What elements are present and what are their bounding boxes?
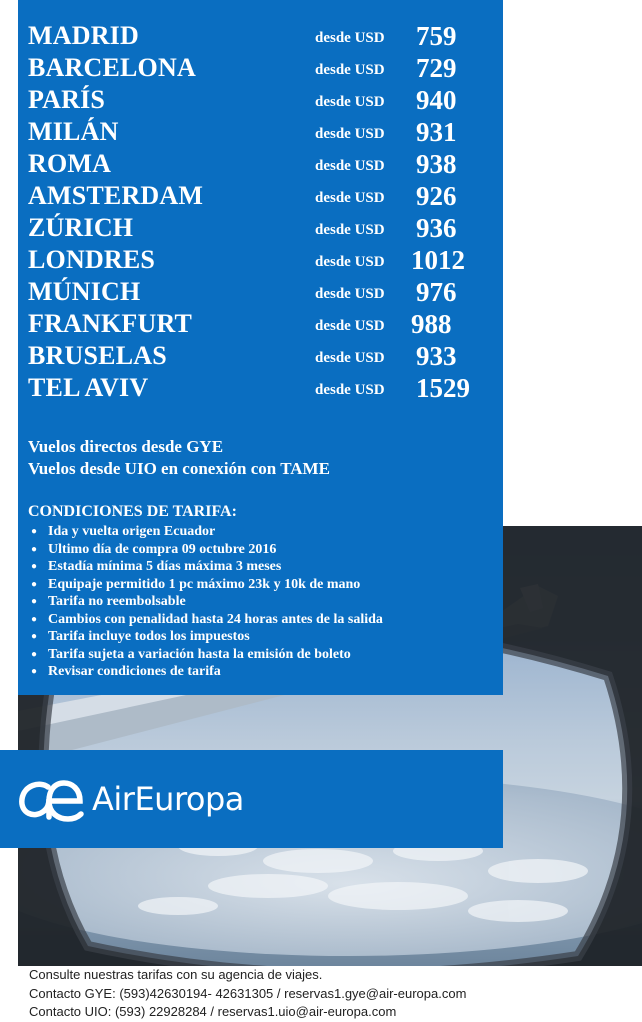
condition-item: ● Estadía mínima 5 días máxima 3 meses bbox=[28, 558, 383, 576]
condition-item: ● Cambios con penalidad hasta 24 horas antes de la salida bbox=[28, 611, 383, 629]
destination-price: 936 bbox=[416, 213, 457, 243]
destination-city: ROMA bbox=[28, 149, 112, 178]
footer-agency-note: Consulte nuestras tarifas con su agencia de viajes. bbox=[29, 967, 323, 982]
conditions-list bbox=[28, 523, 383, 681]
destination-row bbox=[28, 341, 498, 373]
destination-price: 938 bbox=[416, 149, 457, 179]
destination-city: PARÍS bbox=[28, 85, 106, 114]
route-line-direct: Vuelos directos desde GYE bbox=[28, 437, 224, 456]
aireuropa-logo-icon bbox=[18, 777, 86, 823]
condition-item: ● Ultimo día de compra 09 octubre 2016 bbox=[28, 541, 383, 559]
destination-price: 940 bbox=[416, 85, 457, 115]
destination-price: 1012 bbox=[411, 245, 465, 275]
destination-city: MÚNICH bbox=[28, 277, 141, 306]
destination-city: BRUSELAS bbox=[28, 341, 167, 370]
condition-item: ● Ida y vuelta origen Ecuador bbox=[28, 523, 383, 541]
destination-row bbox=[28, 373, 498, 405]
condition-item: ● Revisar condiciones de tarifa bbox=[28, 663, 383, 681]
price-prefix: desde USD bbox=[315, 190, 385, 206]
bullet-icon: ● bbox=[31, 526, 38, 537]
brand-name: AirEuropa bbox=[92, 780, 244, 818]
destination-city: MILÁN bbox=[28, 117, 119, 146]
destination-city: FRANKFURT bbox=[28, 309, 193, 338]
condition-item: ● Equipaje permitido 1 pc máximo 23k y 10k de mano bbox=[28, 576, 383, 594]
price-prefix: desde USD bbox=[315, 254, 385, 270]
bullet-icon: ● bbox=[31, 561, 38, 572]
destination-row bbox=[28, 53, 498, 85]
route-info bbox=[28, 436, 330, 480]
bullet-icon: ● bbox=[31, 648, 38, 660]
contact-footer bbox=[29, 966, 466, 1022]
condition-item: ● Tarifa sujeta a variación hasta la emisión de boleto bbox=[28, 646, 383, 664]
destination-row bbox=[28, 149, 498, 181]
destination-price: 729 bbox=[416, 53, 457, 83]
destination-city: ZÚRICH bbox=[28, 213, 134, 242]
destination-city: TEL AVIV bbox=[28, 373, 149, 402]
condition-item: ● Tarifa no reembolsable bbox=[28, 593, 383, 611]
destination-city: LONDRES bbox=[28, 245, 156, 274]
price-prefix: desde USD bbox=[315, 126, 385, 142]
footer-contact-uio: Contacto UIO: (593) 22928284 / reservas1.uio@air-europa.com bbox=[29, 1004, 397, 1019]
price-prefix: desde USD bbox=[315, 30, 385, 46]
destination-price: 759 bbox=[416, 21, 457, 51]
destination-row bbox=[28, 245, 498, 277]
destination-row bbox=[28, 309, 498, 341]
destination-row bbox=[28, 85, 498, 117]
brand-band bbox=[0, 750, 503, 848]
route-line-connection: Vuelos desde UIO en conexión con TAME bbox=[28, 459, 330, 478]
destination-city: MADRID bbox=[28, 21, 139, 50]
destination-city: BARCELONA bbox=[28, 53, 196, 82]
price-prefix: desde USD bbox=[315, 382, 385, 398]
bullet-icon: ● bbox=[31, 613, 38, 625]
condition-item: ● Tarifa incluye todos los impuestos bbox=[28, 628, 383, 646]
footer-contact-gye: Contacto GYE: (593)42630194- 42631305 / reservas1.gye@air-europa.com bbox=[29, 985, 467, 1001]
bullet-icon: ● bbox=[31, 596, 38, 607]
destination-city: AMSTERDAM bbox=[28, 181, 204, 210]
price-prefix: desde USD bbox=[315, 350, 385, 366]
destination-row bbox=[28, 181, 498, 213]
price-prefix: desde USD bbox=[315, 286, 385, 302]
conditions-title: CONDICIONES DE TARIFA: bbox=[28, 503, 237, 520]
destination-row bbox=[28, 21, 498, 53]
destination-row bbox=[28, 277, 498, 309]
bullet-icon: ● bbox=[31, 578, 38, 590]
price-prefix: desde USD bbox=[315, 158, 385, 174]
destination-row bbox=[28, 213, 498, 245]
destination-price: 933 bbox=[416, 341, 457, 371]
price-prefix: desde USD bbox=[315, 94, 385, 110]
destination-price: 926 bbox=[416, 181, 457, 211]
destination-price: 1529 bbox=[416, 373, 470, 403]
fare-panel bbox=[18, 0, 503, 695]
destination-row bbox=[28, 117, 498, 149]
price-prefix: desde USD bbox=[315, 318, 385, 334]
bullet-icon: ● bbox=[31, 666, 38, 677]
price-prefix: desde USD bbox=[315, 62, 385, 78]
bullet-icon: ● bbox=[31, 543, 38, 555]
destination-price: 976 bbox=[416, 277, 457, 307]
destination-price: 931 bbox=[416, 117, 457, 147]
price-prefix: desde USD bbox=[315, 222, 385, 238]
bullet-icon: ● bbox=[31, 631, 38, 642]
destination-price: 988 bbox=[411, 309, 452, 339]
